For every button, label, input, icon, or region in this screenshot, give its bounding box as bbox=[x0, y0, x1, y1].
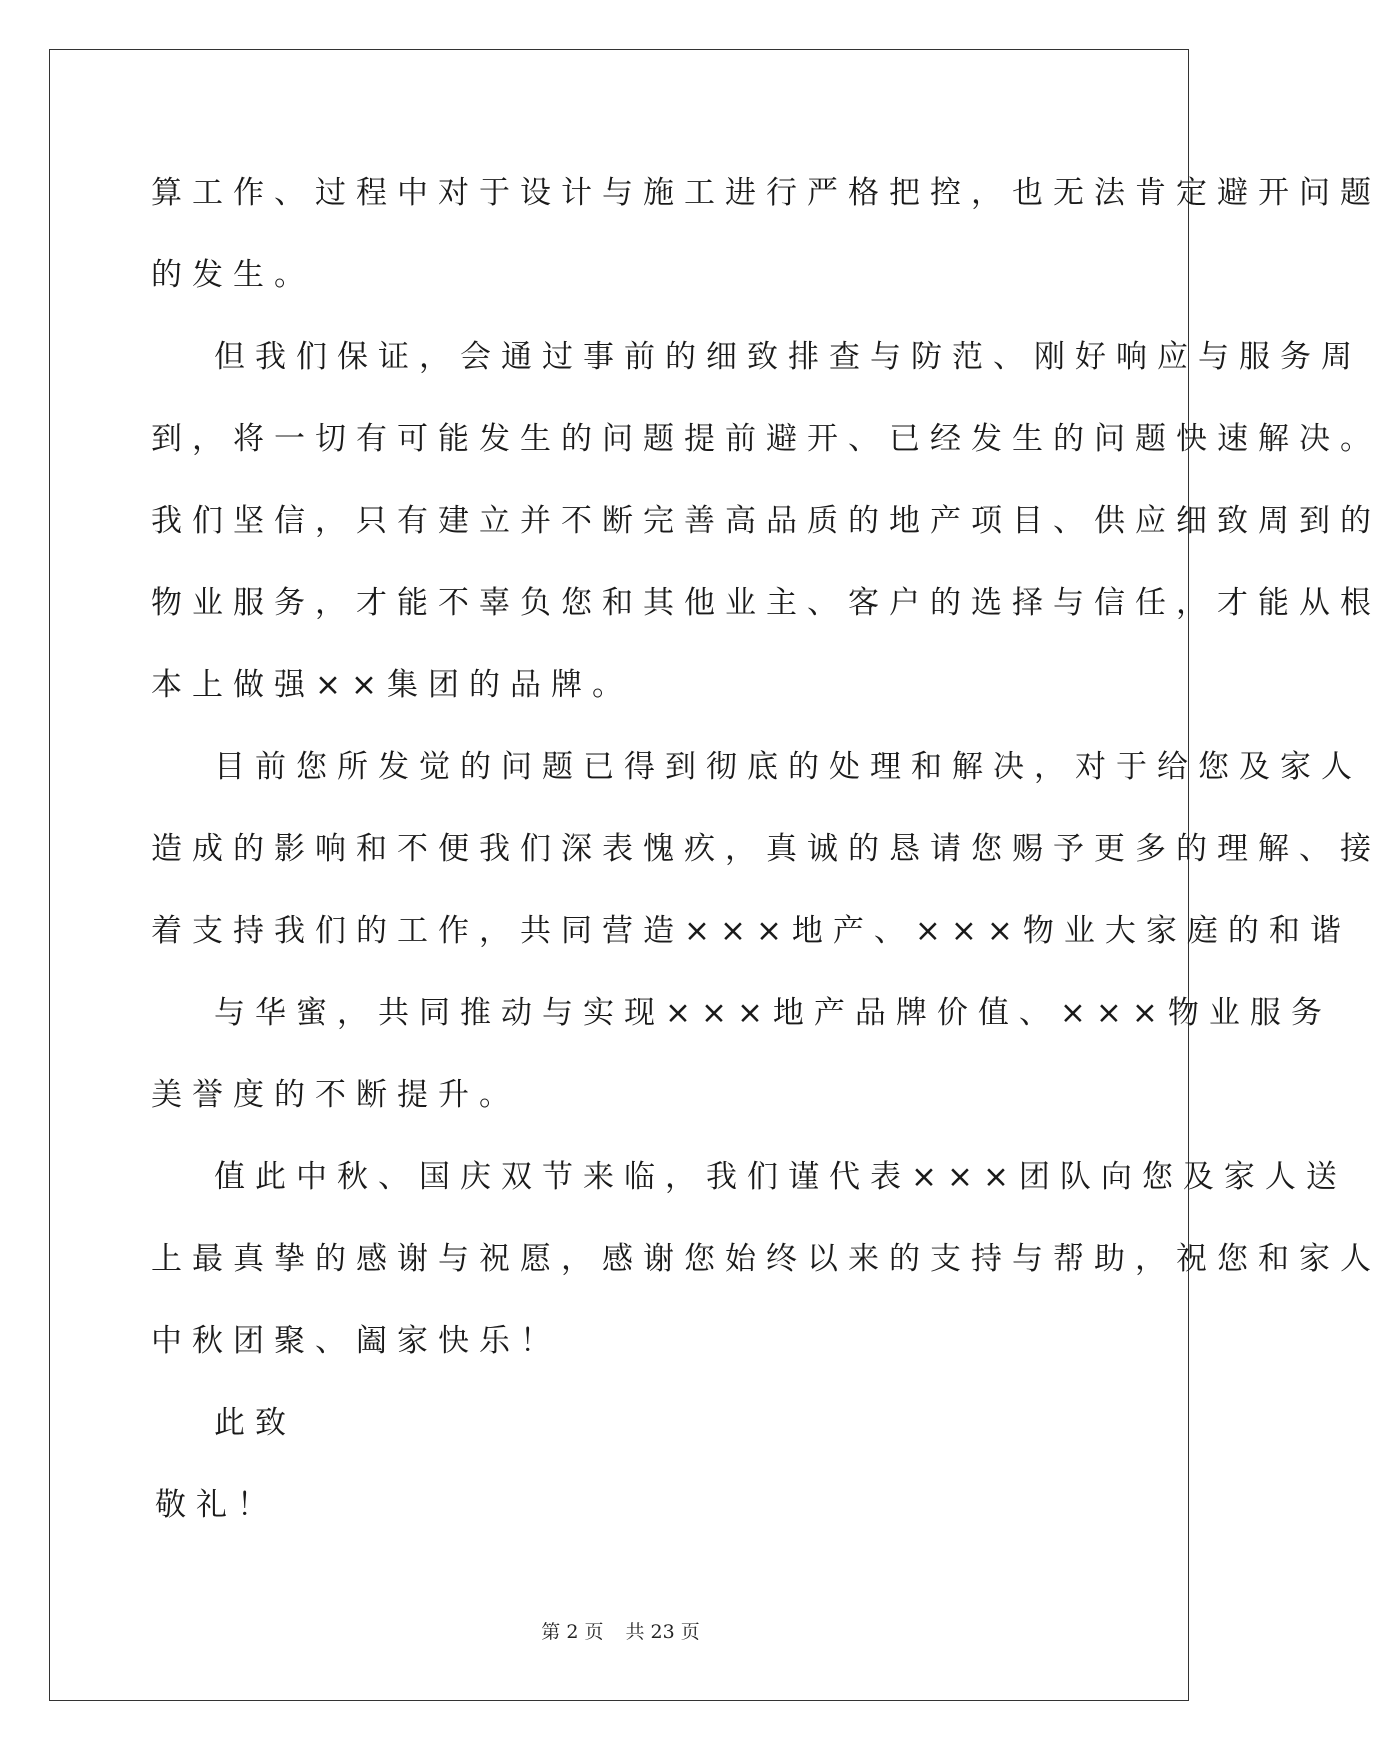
body-line: 本上做强××集团的品牌。 bbox=[151, 667, 633, 703]
page-total: 共 23 页 bbox=[625, 1621, 700, 1643]
body-line: 的发生。 bbox=[151, 257, 315, 293]
body-line: 到，将一切有可能发生的问题提前避开、已经发生的问题快速解决。 bbox=[151, 421, 1381, 457]
body-line: 我们坚信，只有建立并不断完善高品质的地产项目、供应细致周到的 bbox=[151, 503, 1381, 539]
closing-salutation: 此致 bbox=[214, 1405, 296, 1441]
page-footer bbox=[0, 1617, 1241, 1644]
body-line: 造成的影响和不便我们深表愧疚，真诚的恳请您赐予更多的理解、接 bbox=[151, 831, 1381, 867]
paragraph-start: 与华蜜，共同推动与实现×××地产品牌价值、×××物业服务 bbox=[214, 995, 1332, 1031]
page-number: 第 2 页 bbox=[541, 1621, 604, 1643]
paragraph-start: 但我们保证，会通过事前的细致排查与防范、刚好响应与服务周 bbox=[214, 339, 1362, 375]
body-line: 算工作、过程中对于设计与施工进行严格把控，也无法肯定避开问题 bbox=[151, 175, 1381, 211]
body-line: 中秋团聚、阖家快乐！ bbox=[151, 1323, 561, 1359]
body-line: 上最真挚的感谢与祝愿，感谢您始终以来的支持与帮助，祝您和家人 bbox=[151, 1241, 1381, 1277]
paragraph-start: 值此中秋、国庆双节来临，我们谨代表×××团队向您及家人送 bbox=[214, 1159, 1347, 1195]
body-line: 着支持我们的工作，共同营造×××地产、×××物业大家庭的和谐 bbox=[151, 913, 1351, 949]
body-line: 物业服务，才能不辜负您和其他业主、客户的选择与信任，才能从根 bbox=[151, 585, 1381, 621]
body-line: 美誉度的不断提升。 bbox=[151, 1077, 520, 1113]
letter-body bbox=[151, 152, 1381, 1546]
paragraph-start: 目前您所发觉的问题已得到彻底的处理和解决，对于给您及家人 bbox=[214, 749, 1362, 785]
closing-regards: 敬礼！ bbox=[155, 1487, 278, 1523]
